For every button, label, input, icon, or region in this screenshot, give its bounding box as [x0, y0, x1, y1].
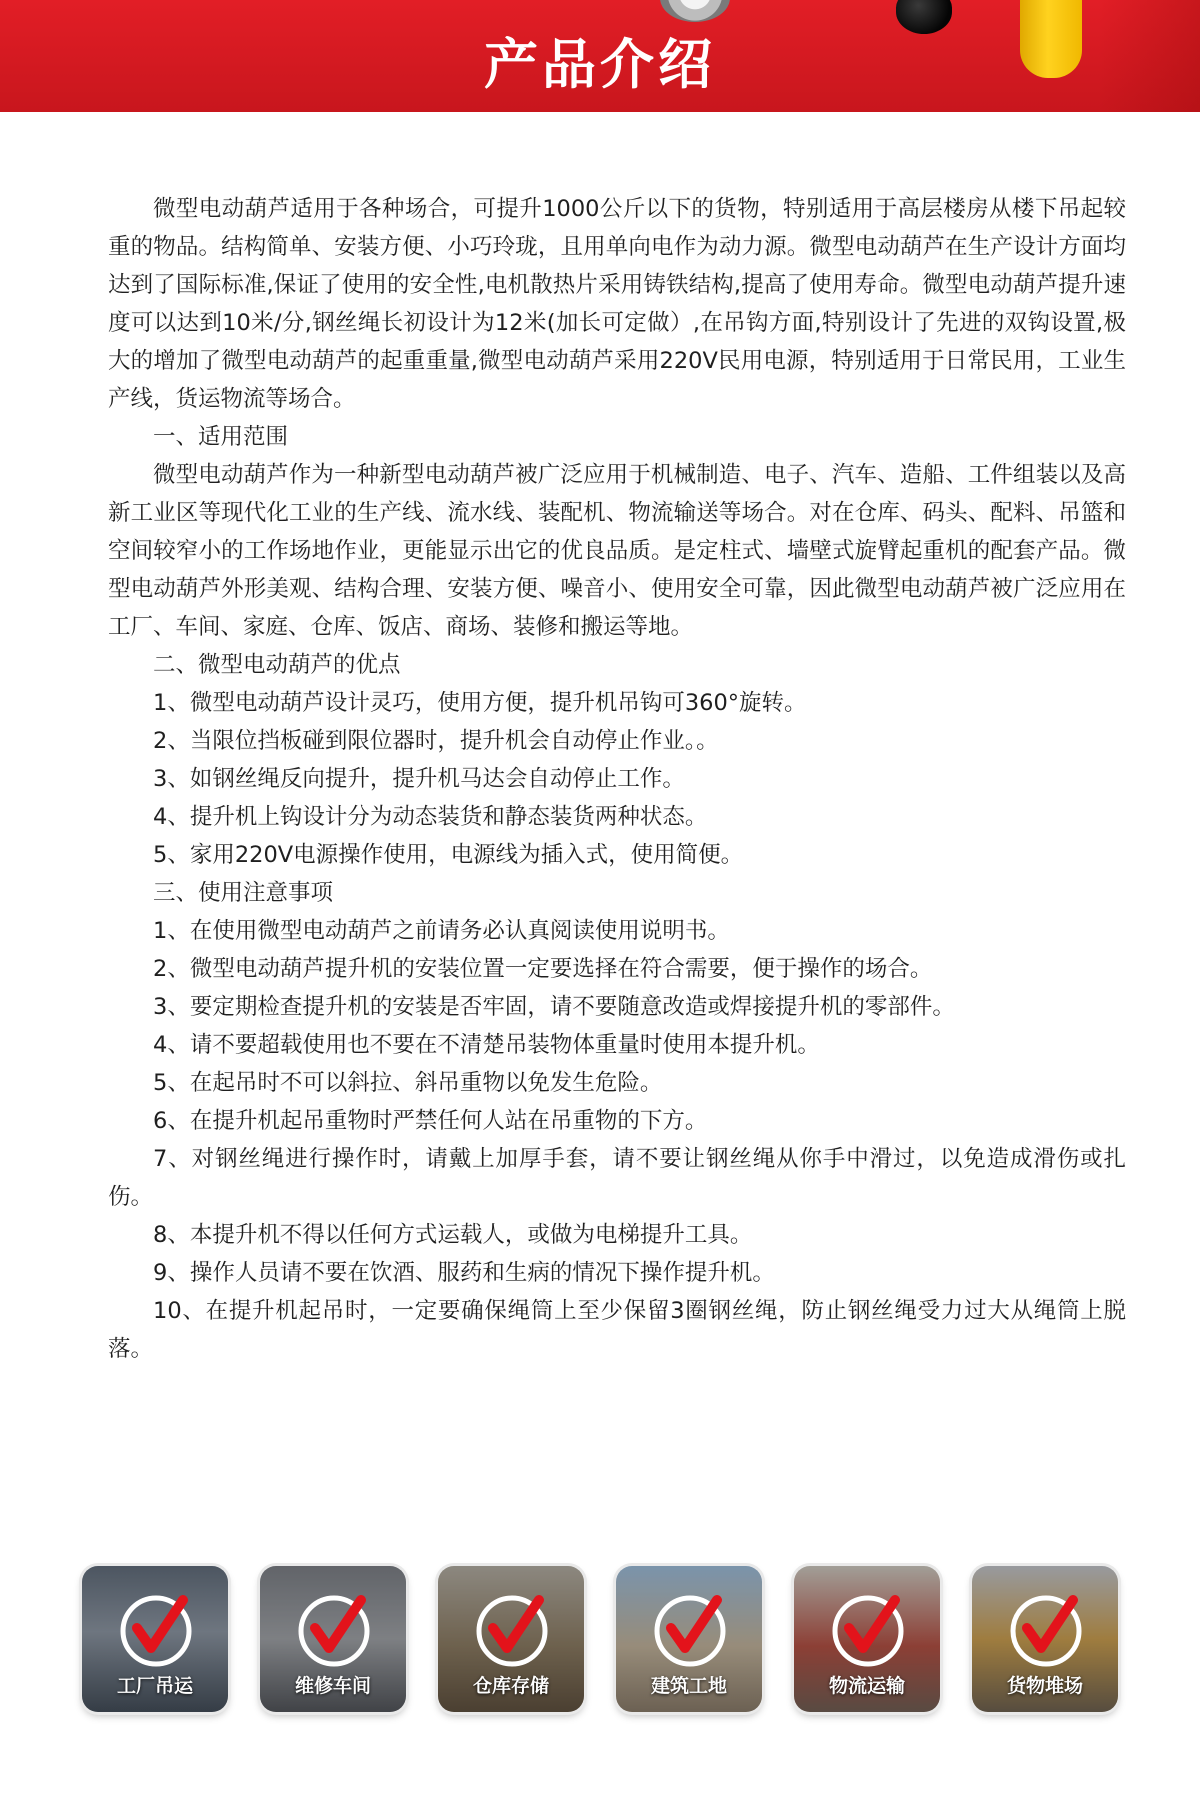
scene-repair-shop	[260, 1566, 406, 1712]
intro-paragraph: 微型电动葫芦适用于各种场合，可提升1000公斤以下的货物，特别适用于高层楼房从楼下吊起较重的物品。结构简单、安装方便、小巧玲珑，且用单向电作为动力源。微型电动葫芦在生产设计方面均达到了国际标准,保证了使用的安全性,电机散热片采用铸铁结构,提高了使用寿命。微型电动葫芦提升速度可以达到10米/分,钢丝绳长初设计为12米(加长可定做）,在吊钩方面,特别设计了先进的双钩设置,极大的增加了微型电动葫芦的起重重量,微型电动葫芦采用220V民用电源，特别适用于日常民用，工业生产线，货运物流等场合。	[108, 196, 1126, 412]
precaution-item: 6、在提升机起吊重物时严禁任何人站在吊重物的下方。	[153, 1108, 708, 1134]
scene-factory	[82, 1566, 228, 1712]
scene-cargo-yard	[972, 1566, 1118, 1712]
check-icon	[651, 1592, 729, 1670]
advantage-item: 5、家用220V电源操作使用，电源线为插入式，使用简便。	[153, 842, 744, 868]
application-scenes	[82, 1566, 1122, 1712]
scene-warehouse	[438, 1566, 584, 1712]
precaution-item: 3、要定期检查提升机的安装是否牢固，请不要随意改造或焊接提升机的零部件。	[153, 994, 955, 1020]
precaution-item: 9、操作人员请不要在饮酒、服药和生病的情况下操作提升机。	[153, 1260, 775, 1286]
header-banner	[0, 0, 1200, 112]
section-heading-precautions: 三、使用注意事项	[153, 880, 334, 906]
scene-label: 货物堆场	[1006, 1675, 1083, 1697]
precaution-item: 10、在提升机起吊时，一定要确保绳筒上至少保留3圈钢丝绳，防止钢丝绳受力过大从绳筒上脱落。	[108, 1298, 1126, 1362]
precaution-item: 4、请不要超载使用也不要在不清楚吊装物体重量时使用本提升机。	[153, 1032, 820, 1058]
product-description	[108, 190, 1126, 1368]
precaution-item: 1、在使用微型电动葫芦之前请务必认真阅读使用说明书。	[153, 918, 730, 944]
scene-label: 工厂吊运	[116, 1675, 193, 1697]
scene-construction	[616, 1566, 762, 1712]
scope-paragraph: 微型电动葫芦作为一种新型电动葫芦被广泛应用于机械制造、电子、汽车、造船、工件组装以及高新工业区等现代化工业的生产线、流水线、装配机、物流输送等场合。对在仓库、码头、配料、吊篮和空间较窄小的工作场地作业，更能显示出它的优良品质。是定柱式、墙壁式旋臂起重机的配套产品。微型电动葫芦外形美观、结构合理、安装方便、噪音小、使用安全可靠，因此微型电动葫芦被广泛应用在工厂、车间、家庭、仓库、饭店、商场、装修和搬运等地。	[108, 462, 1126, 640]
check-icon	[295, 1592, 373, 1670]
precaution-item: 8、本提升机不得以任何方式运载人，或做为电梯提升工具。	[153, 1222, 753, 1248]
scene-logistics	[794, 1566, 940, 1712]
advantage-item: 1、微型电动葫芦设计灵巧，使用方便，提升机吊钩可360°旋转。	[153, 690, 807, 716]
check-icon	[117, 1592, 195, 1670]
precaution-item: 7、对钢丝绳进行操作时，请戴上加厚手套，请不要让钢丝绳从你手中滑过，以免造成滑伤或扎伤。	[108, 1146, 1126, 1210]
check-icon	[1007, 1592, 1085, 1670]
page-title: 产品介绍	[484, 33, 716, 96]
precaution-item: 2、微型电动葫芦提升机的安装位置一定要选择在符合需要，便于操作的场合。	[153, 956, 933, 982]
section-heading-scope: 一、适用范围	[153, 424, 289, 450]
check-icon	[473, 1592, 551, 1670]
scene-label: 物流运输	[828, 1675, 905, 1697]
scene-label: 建筑工地	[650, 1675, 727, 1697]
check-icon	[829, 1592, 907, 1670]
scene-label: 仓库存储	[472, 1675, 549, 1697]
advantage-item: 3、如钢丝绳反向提升，提升机马达会自动停止工作。	[153, 766, 685, 792]
scene-label: 维修车间	[294, 1675, 371, 1697]
section-heading-advantages: 二、微型电动葫芦的优点	[153, 652, 401, 678]
pulley-disc-graphic	[660, 0, 730, 22]
precaution-item: 5、在起吊时不可以斜拉、斜吊重物以免发生危险。	[153, 1070, 663, 1096]
advantage-item: 2、当限位挡板碰到限位器时，提升机会自动停止作业。。	[153, 728, 719, 754]
advantage-item: 4、提升机上钩设计分为动态装货和静态装货两种状态。	[153, 804, 708, 830]
